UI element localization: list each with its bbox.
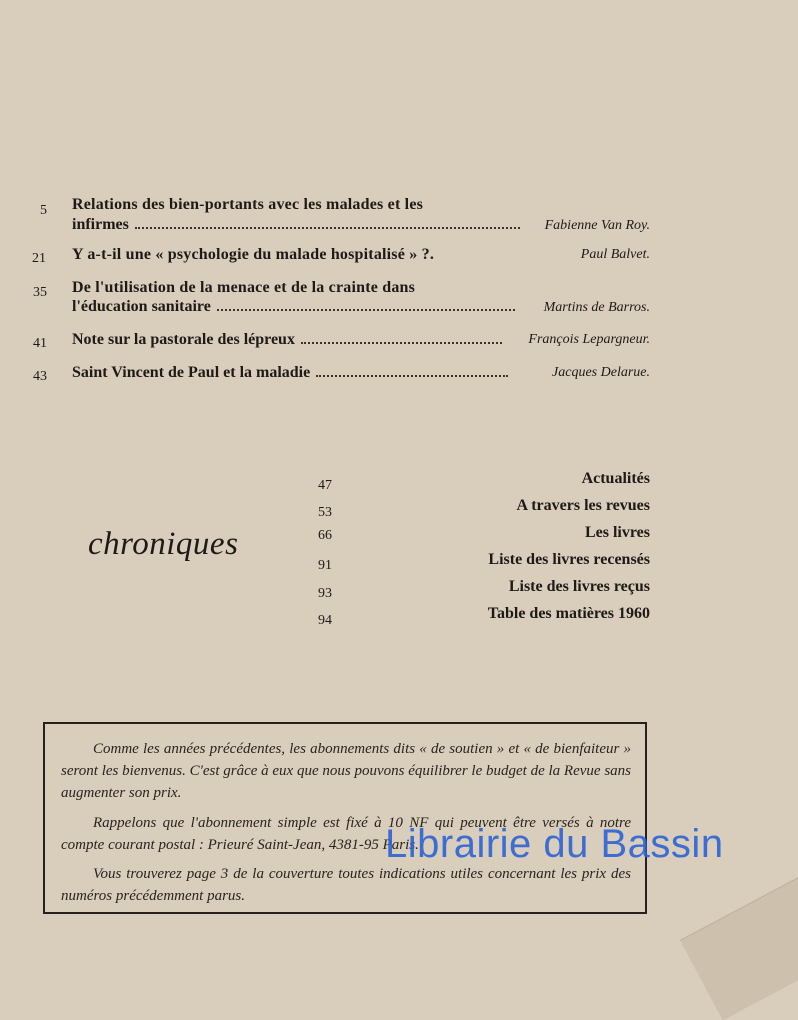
toc-title: Saint Vincent de Paul et la maladie: [72, 364, 311, 381]
chronique-item: [318, 551, 650, 575]
chronique-page-number: 91: [318, 558, 332, 573]
chronique-item: [318, 605, 650, 629]
toc-title-continued: l'éducation sanitaire: [72, 298, 211, 315]
chronique-page-number: 47: [318, 478, 332, 493]
chronique-title: Liste des livres recensés: [488, 551, 650, 568]
toc-page-number: 5: [40, 203, 47, 218]
toc-title: De l'utilisation de la menace et de la crainte dans: [72, 279, 416, 296]
notice-paragraph: Comme les années précédentes, les abonnements dits « de soutien » et « de bienfaiteur » seront les bienvenus. C'est grâce à eux que nous pouvons équilibrer le budget de la Revue sans augmenter son prix.: [61, 741, 631, 801]
toc-title: Note sur la pastorale des lépreux: [72, 331, 295, 348]
chroniques-heading: chroniques: [88, 526, 239, 562]
chronique-page-number: 66: [318, 528, 332, 543]
chronique-page-number: 94: [318, 613, 332, 628]
toc-author: François Lepargneur.: [528, 332, 650, 347]
notice-paragraph: Rappelons que l'abonnement simple est fixé à 10 NF qui peuvent être versés à notre compte courant postal : Prieuré Saint-Jean, 4381-95 Paris.: [61, 815, 631, 853]
page-corner-fold: [680, 865, 798, 1020]
dot-leader: [316, 375, 508, 377]
chronique-item: [318, 578, 650, 602]
chronique-item: [318, 524, 650, 548]
toc-author: Fabienne Van Roy.: [544, 218, 650, 233]
dot-leader: [135, 227, 520, 229]
chronique-title: A travers les revues: [516, 497, 650, 514]
subscription-notice-box: [43, 722, 647, 914]
toc-entry: [30, 331, 650, 355]
dot-leader: [217, 309, 515, 311]
chronique-item: [318, 470, 650, 494]
toc-author: Martins de Barros.: [543, 300, 650, 315]
toc-page-number: 35: [33, 285, 47, 300]
chronique-title: Les livres: [584, 524, 650, 541]
dot-leader: [301, 342, 502, 344]
notice-paragraph: Vous trouverez page 3 de la couverture toutes indications utiles concernant les prix des numéros précédemment parus.: [61, 866, 631, 904]
watermark: Librairie du Bassin: [385, 822, 724, 866]
toc-entry: [30, 246, 650, 270]
toc-entry: [30, 196, 650, 240]
chronique-page-number: 53: [318, 505, 332, 520]
chronique-title: Actualités: [581, 470, 650, 487]
chronique-page-number: 93: [318, 586, 332, 601]
toc-entry: [30, 279, 650, 323]
toc-title: Relations des bien-portants avec les malades et les: [72, 196, 424, 213]
chronique-item: [318, 497, 650, 521]
chronique-title: Table des matières 1960: [487, 605, 650, 622]
toc-page-number: 21: [32, 251, 46, 266]
chronique-title: Liste des livres reçus: [508, 578, 650, 595]
toc-entry: [30, 364, 650, 388]
toc-page-number: 41: [33, 336, 47, 351]
toc-author: Jacques Delarue.: [552, 365, 650, 380]
toc-title: Y a-t-il une « psychologie du malade hospitalisé » ?.: [72, 246, 435, 263]
toc-page-number: 43: [33, 369, 47, 384]
toc-author: Paul Balvet.: [580, 247, 650, 262]
toc-title-continued: infirmes: [72, 216, 129, 233]
